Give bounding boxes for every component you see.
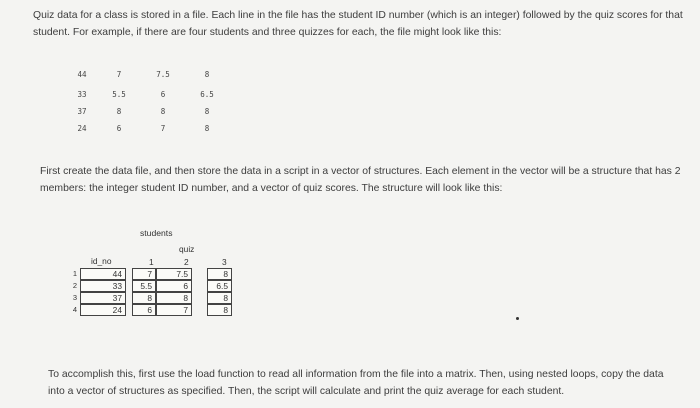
quiz-cell: 8	[207, 304, 232, 316]
quiz-cell: 7	[156, 304, 192, 316]
struct-title: students	[140, 228, 173, 238]
file-cell: 8	[204, 124, 210, 133]
file-cell: 8	[204, 107, 210, 116]
quiz-cell: 7.5	[156, 268, 192, 280]
quiz-cell: 8	[132, 292, 156, 304]
file-cell: 7.5	[156, 70, 170, 79]
file-cell: 24	[77, 124, 87, 133]
file-cell: 6	[116, 124, 122, 133]
quiz-col-number: 2	[184, 257, 189, 267]
row-number: 1	[72, 269, 78, 278]
quiz-cell: 6.5	[207, 280, 232, 292]
quiz-cell: 7	[132, 268, 156, 280]
id-cell: 44	[80, 268, 126, 280]
quiz-cell: 6	[132, 304, 156, 316]
file-cell: 37	[77, 107, 87, 116]
file-cell: 8	[204, 70, 210, 79]
outro-paragraph: To accomplish this, first use the load function to read all information from the file into a matrix. Then, using nested loops, copy the data into a vector of structures as specified. Then, the script will calculate and print the quiz average for each student.	[48, 369, 664, 397]
file-cell: 7	[116, 70, 122, 79]
id-cell: 24	[80, 304, 126, 316]
structure-paragraph: First create the data file, and then store the data in a script in a vector of structures. Each element in the vector will be a structure that has 2 members: the integer student ID number, and a vector of quiz scores. The structure will look like this:	[40, 166, 681, 194]
id-header: id_no	[91, 256, 112, 266]
file-cell: 5.5	[112, 90, 126, 99]
file-cell: 6	[160, 90, 166, 99]
quiz-cell: 5.5	[132, 280, 156, 292]
id-cell: 33	[80, 280, 126, 292]
row-number: 2	[72, 281, 78, 290]
file-cell: 8	[116, 107, 122, 116]
id-cell: 37	[80, 292, 126, 304]
quiz-col-number: 3	[222, 257, 227, 267]
row-number: 4	[72, 305, 78, 314]
quiz-header: quiz	[179, 244, 195, 254]
quiz-cell: 8	[207, 292, 232, 304]
quiz-col-number: 1	[149, 257, 154, 267]
file-cell: 6.5	[200, 90, 214, 99]
file-cell: 33	[77, 90, 87, 99]
file-cell: 8	[160, 107, 166, 116]
file-cell: 44	[77, 70, 87, 79]
intro-paragraph: Quiz data for a class is stored in a file. Each line in the file has the student ID number (which is an integer) followed by the quiz scores for that student. For example, if there are four students and three quizzes for each, the file might look like this:	[33, 10, 683, 38]
quiz-cell: 8	[156, 292, 192, 304]
quiz-cell: 6	[156, 280, 192, 292]
quiz-cell: 8	[207, 268, 232, 280]
file-cell: 7	[160, 124, 166, 133]
stray-dot	[516, 317, 519, 320]
row-number: 3	[72, 293, 78, 302]
